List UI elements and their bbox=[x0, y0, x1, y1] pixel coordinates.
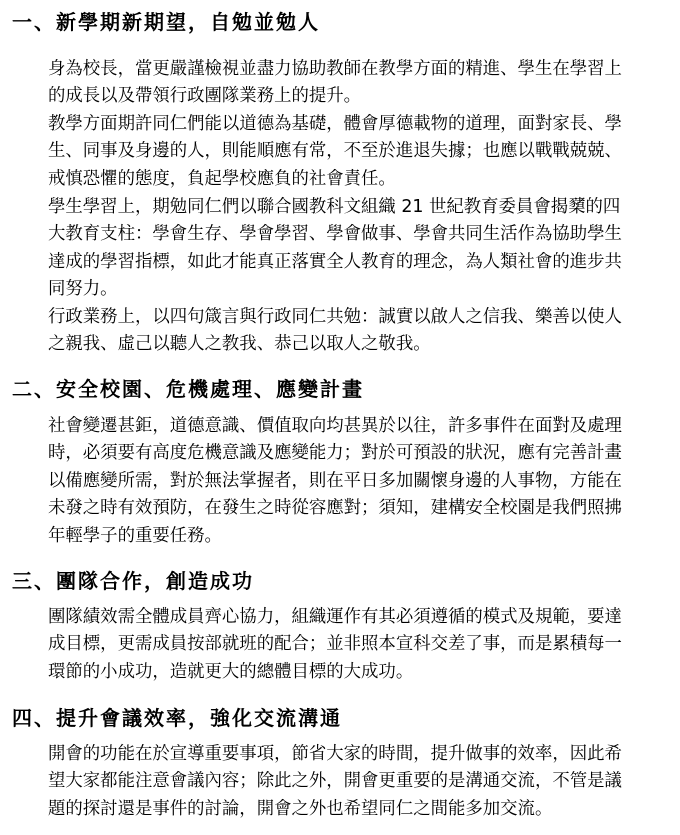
text-line: 社會變遷甚鉅，道德意識、價值取向均甚異於以往，許多事件在面對及處理 bbox=[48, 416, 622, 436]
section-1-paragraph-4 bbox=[48, 304, 652, 359]
section-1-paragraph-1 bbox=[48, 56, 652, 111]
text-line: 題的探討還是事件的討論，開會之外也希望同仁之間能多加交流。 bbox=[48, 798, 553, 819]
text-line: 開會的功能在於宣導重要事項，節省大家的時間，提升做事的效率，因此希 bbox=[48, 744, 622, 764]
text-line: 年輕學子的重要任務。 bbox=[48, 525, 222, 546]
section-4-heading: 四、提升會議效率，強化交流溝通 bbox=[12, 706, 342, 730]
text-line: 的成長以及帶領行政團隊業務上的提升。 bbox=[48, 86, 362, 107]
text-line: 未發之時有效預防，在發生之時從容應對；須知，建構安全校園是我們照拂 bbox=[48, 498, 622, 519]
section-3-heading: 三、團隊合作，創造成功 bbox=[12, 569, 254, 593]
text-line: 望大家都能注意會議內容；除此之外，開會更重要的是溝通交流，不管是議 bbox=[48, 771, 622, 792]
text-line: 達成的學習指標，如此才能真正落實全人教育的理念，為人類社會的進步共 bbox=[48, 251, 622, 272]
text-line: 教學方面期許同仁們能以道德為基礎，體會厚德載物的道理，面對家長、學 bbox=[48, 114, 622, 134]
section-4-paragraph-1 bbox=[48, 741, 652, 823]
section-2-heading: 二、安全校園、危機處理、應變計畫 bbox=[12, 377, 364, 401]
text-line: 時，必須要有高度危機意識及應變能力；對於可預設的狀況，應有完善計畫 bbox=[48, 443, 622, 464]
text-line: 戒慎恐懼的態度，負起學校應負的社會責任。 bbox=[48, 168, 396, 189]
text-line: 之親我、虛己以聽人之教我、恭己以取人之敬我。 bbox=[48, 334, 431, 355]
text-line: 成目標，更需成員按部就班的配合；並非照本宣科交差了事，而是累積每一 bbox=[48, 634, 622, 655]
text-line: 團隊績效需全體成員齊心協力，組織運作有其必須遵循的模式及規範，要達 bbox=[48, 607, 622, 627]
text-line: 生、同事及身邊的人，則能順應有常，不至於進退失據；也應以戰戰兢兢、 bbox=[48, 141, 622, 162]
text-line: 大教育支柱：學會生存、學會學習、學會做事、學會共同生活作為協助學生 bbox=[48, 224, 622, 245]
section-1-paragraph-2 bbox=[48, 111, 652, 193]
text-line: 學生學習上，期勉同仁們以聯合國教科文組織 21 世紀教育委員會揭櫫的四 bbox=[48, 197, 621, 217]
text-line: 環節的小成功，造就更大的總體目標的大成功。 bbox=[48, 661, 414, 682]
text-line: 同努力。 bbox=[48, 279, 118, 300]
text-line: 行政業務上，以四句箴言與行政同仁共勉：誠實以啟人之信我、樂善以使人 bbox=[48, 307, 622, 327]
section-2-paragraph-1 bbox=[48, 413, 652, 550]
section-1-heading: 一、新學期新期望，自勉並勉人 bbox=[12, 10, 320, 34]
section-1-paragraph-3 bbox=[48, 194, 652, 304]
text-line: 身為校長，當更嚴謹檢視並盡力協助教師在教學方面的精進、學生在學習上 bbox=[48, 59, 622, 79]
text-line: 以備應變所需，對於無法掌握者，則在平日多加關懷身邊的人事物，方能在 bbox=[48, 470, 622, 491]
section-3-paragraph-1 bbox=[48, 604, 652, 686]
